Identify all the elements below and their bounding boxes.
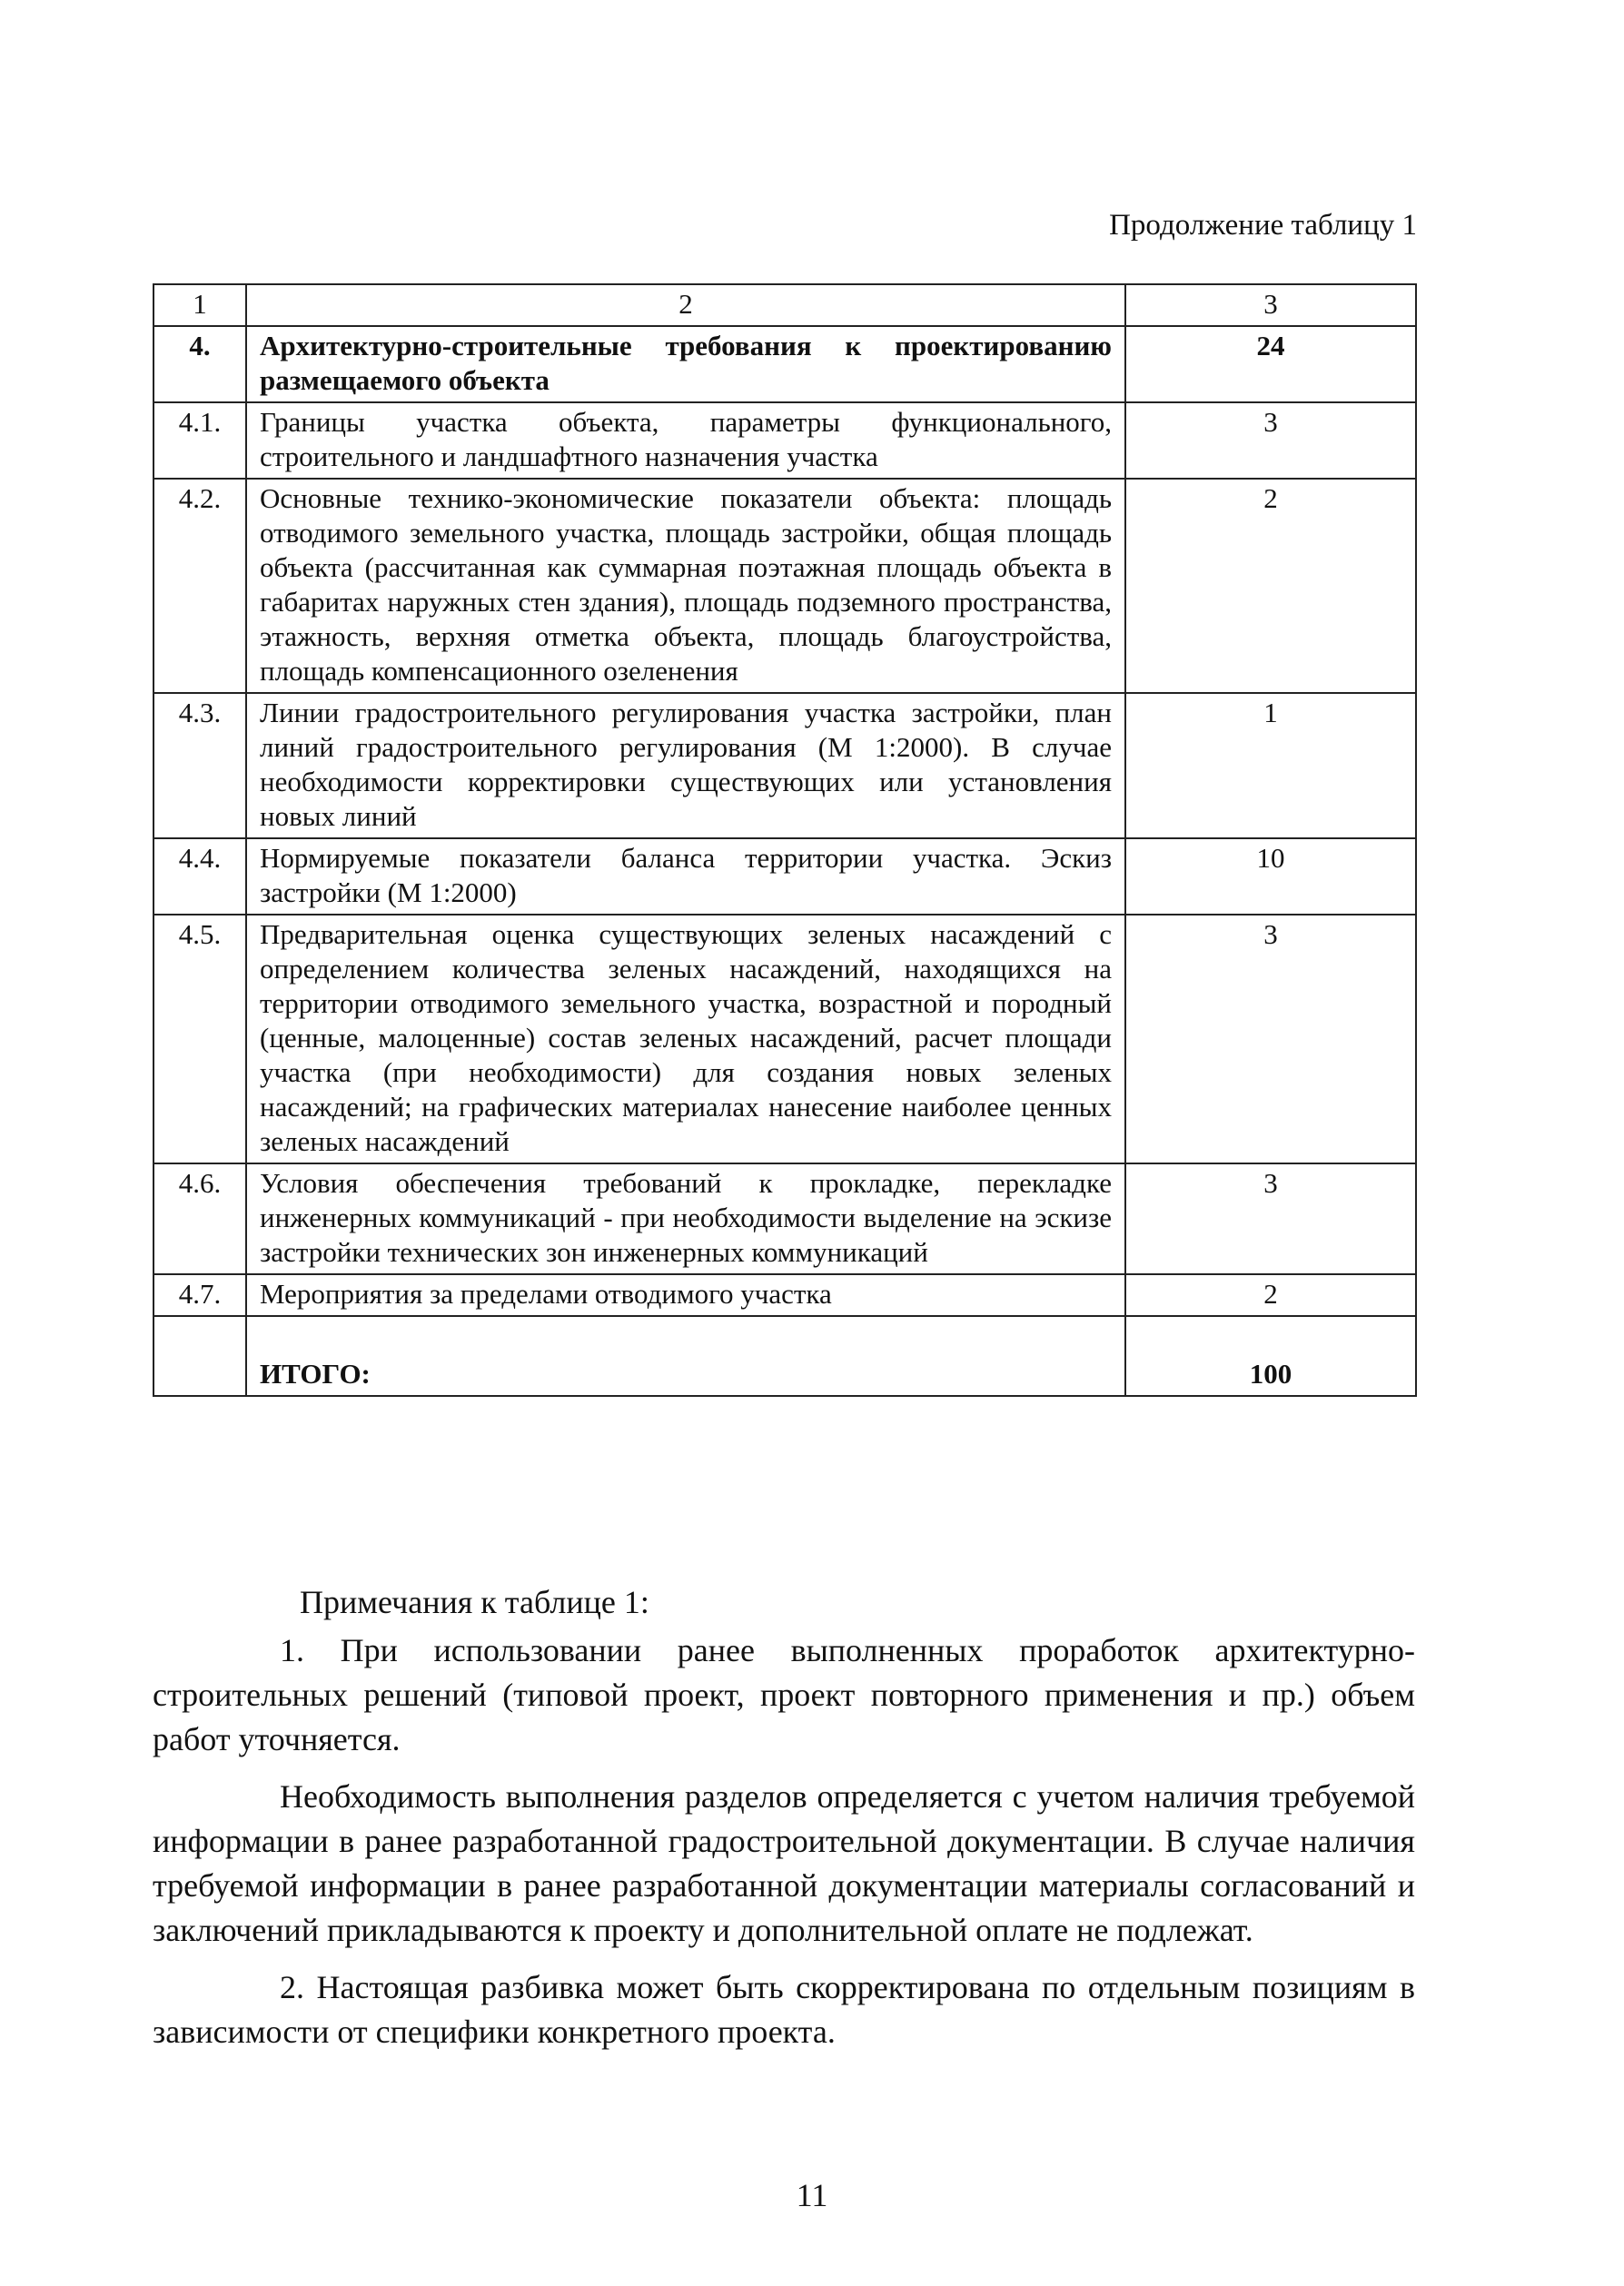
row-value: 24 <box>1125 326 1416 402</box>
row-number: 4.5. <box>153 915 246 1163</box>
table-row-4-5 <box>153 915 1416 1163</box>
header-cell-3: 3 <box>1125 284 1416 326</box>
row-value: 2 <box>1125 1274 1416 1316</box>
cost-breakdown-table <box>153 283 1417 1397</box>
row-value: 3 <box>1125 402 1416 479</box>
total-label: ИТОГО: <box>246 1316 1125 1396</box>
note-1-continuation: Необходимость выполнения разделов определяется с учетом наличия требуемой информации в ранее разработанной градостроительной документации. В случае наличия требуемой информации в ранее разработанной документации материалы согласований и заключений прикладываются к проекту и дополнительной оплате не подлежат. <box>153 1778 1415 1948</box>
row-value: 3 <box>1125 1163 1416 1274</box>
row-number: 4.4. <box>153 838 246 915</box>
row-number: 4.1. <box>153 402 246 479</box>
page-number: 11 <box>796 2177 828 2213</box>
table-row-4-6 <box>153 1163 1416 1274</box>
row-number: 4. <box>153 326 246 402</box>
row-number: 4.3. <box>153 693 246 838</box>
row-description: Мероприятия за пределами отводимого участка <box>246 1274 1125 1316</box>
row-number: 4.2. <box>153 479 246 693</box>
table-notes <box>153 1580 1415 2054</box>
row-number: 4.7. <box>153 1274 246 1316</box>
row-description: Предварительная оценка существующих зеленых насаждений с определением количества зеленых насаждений, находящихся на территории отводимого земельного участка, возрастной и породный (ценные, малоценные) состав зеленых насаждений, расчет площади участка (при необходимости) для создания новых зеленых насаждений; на графических материалах нанесение наиболее ценных зеленых насаждений <box>246 915 1125 1163</box>
row-description: Условия обеспечения требований к прокладке, перекладке инженерных коммуникаций - при необходимости выделение на эскизе застройки технических зон инженерных коммуникаций <box>246 1163 1125 1274</box>
table-total-row <box>153 1316 1416 1396</box>
row-description: Границы участка объекта, параметры функционального, строительного и ландшафтного назначения участка <box>246 402 1125 479</box>
row-value: 10 <box>1125 838 1416 915</box>
row-description: Нормируемые показатели баланса территории участка. Эскиз застройки (М 1:2000) <box>246 838 1125 915</box>
row-value: 1 <box>1125 693 1416 838</box>
total-value: 100 <box>1125 1316 1416 1396</box>
row-value: 3 <box>1125 915 1416 1163</box>
header-cell-2: 2 <box>246 284 1125 326</box>
continuation-label: Продолжение таблицу 1 <box>1109 209 1417 242</box>
total-empty-cell <box>153 1316 246 1396</box>
row-number: 4.6. <box>153 1163 246 1274</box>
note-1: 1. При использовании ранее выполненных проработок архитектурно-строительных решений (типовой проект, проект повторного применения и пр.) объем работ уточняется. <box>153 1632 1415 1757</box>
header-cell-1: 1 <box>153 284 246 326</box>
notes-heading: Примечания к таблице 1: <box>300 1584 649 1620</box>
row-description: Архитектурно-строительные требования к проектированию размещаемого объекта <box>246 326 1125 402</box>
table-row-4-1 <box>153 402 1416 479</box>
row-value: 2 <box>1125 479 1416 693</box>
row-description: Основные технико-экономические показатели объекта: площадь отводимого земельного участка, площадь застройки, общая площадь объекта (рассчитанная как суммарная поэтажная площадь объекта в габаритах наружных стен здания), площадь подземного пространства, этажность, верхняя отметка объекта, площадь благоустройства, площадь компенсационного озеленения <box>246 479 1125 693</box>
table-header-row <box>153 284 1416 326</box>
table-row-4-7 <box>153 1274 1416 1316</box>
row-description: Линии градостроительного регулирования участка застройки, план линий градостроительного регулирования (М 1:2000). В случае необходимости корректировки существующих или установления новых линий <box>246 693 1125 838</box>
table-row-4-2 <box>153 479 1416 693</box>
table-row-4 <box>153 326 1416 402</box>
table-row-4-4 <box>153 838 1416 915</box>
table-row-4-3 <box>153 693 1416 838</box>
note-2: 2. Настоящая разбивка может быть скорректирована по отдельным позициям в зависимости от специфики конкретного проекта. <box>153 1969 1415 2050</box>
